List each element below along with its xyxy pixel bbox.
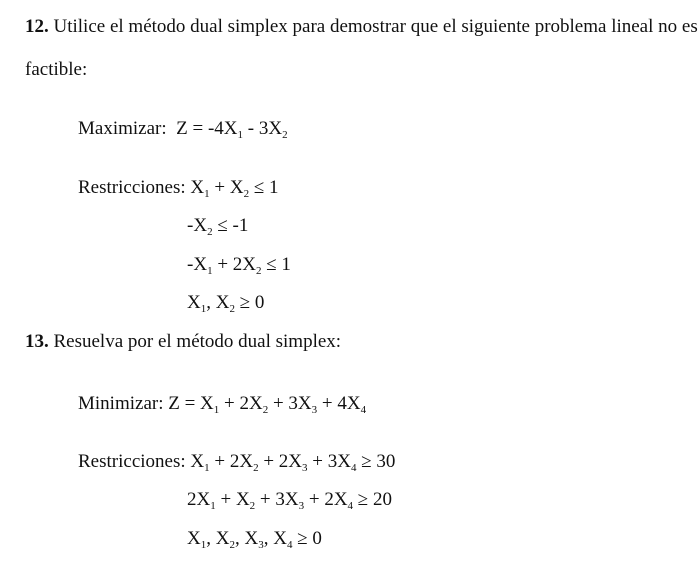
problem-12-number: 12. [25,16,49,37]
problem-13-number: 13. [25,331,49,352]
problem-12-objective: Maximizar: $Z = -4X_1 - 3X_2$ [78,118,288,141]
objective-label: Minimizar: [78,393,164,414]
problem-13-constraint-1: Restricciones: $X_1 + 2X_2 + 2X_3 + 3X_4 \ge 30$ [78,451,396,474]
problem-12-statement [25,16,698,38]
problem-12-constraint-2: $-X_2 \le -1$ [187,215,249,238]
problem-12-constraint-1: Restricciones: $X_1 + X_2 \le 1$ [78,177,279,200]
problem-13-statement [25,331,341,353]
objective-label: Maximizar: [78,118,167,139]
problem-12-nonnegativity: $X_1$, $X_2 \ge 0$ [187,292,265,315]
problem-13-objective: Minimizar: $Z = X_1 + 2X_2 + 3X_3 + 4X_4$ [78,393,367,416]
problem-12-text-line2: factible: [25,59,88,80]
problem-13-nonnegativity: $X_1$, $X_2$, $X_3$, $X_4 \ge 0$ [187,528,322,551]
problem-13-constraint-2: $2X_1 + X_2 + 3X_3 + 2X_4 \ge 20$ [187,489,392,512]
problem-12-text-line1: Utilice el método dual simplex para demostrar que el siguiente problema lineal no es [53,16,698,37]
constraints-label: Restricciones: [78,177,186,198]
constraints-label: Restricciones: [78,451,186,472]
problem-12-constraint-3: $-X_1 + 2X_2 \le 1$ [187,254,291,277]
problem-13-text: Resuelva por el método dual simplex: [53,331,342,352]
